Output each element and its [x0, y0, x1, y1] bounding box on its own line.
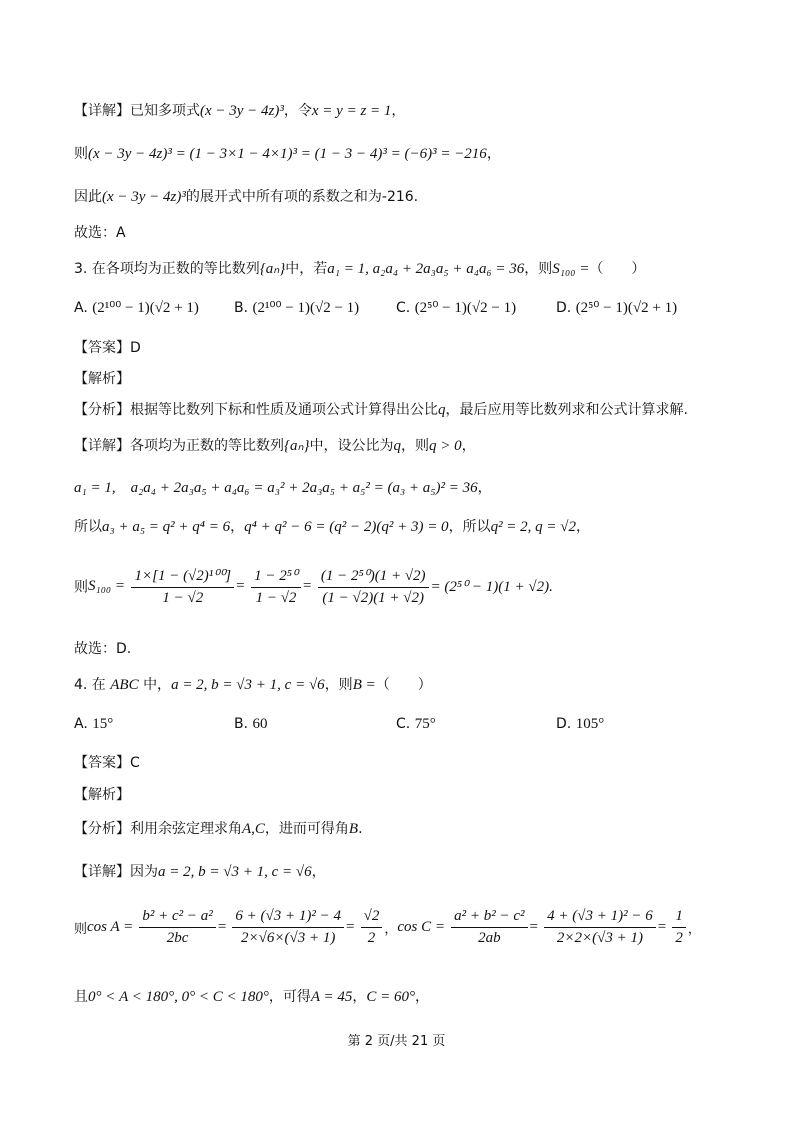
q3-sum-formula: 则S₁₀₀ = $\frac{\text{1×[1 − (√2)¹⁰⁰]}}{1 - √2}$ = $\frac{\text{1 − 2⁵⁰}}{1 - √2}$ = $\frac{\text{(1 − 2⁵⁰)(1 + √2)}}{(1 - √2)(1 + √2)}$ = (2⁵⁰ − 1)(1 + √2).: [74, 568, 553, 606]
q4-last-line: 且0° < A < 180°, 0° < C < 180°，可得A = 45，C = 60°，: [74, 989, 430, 1005]
q3-answer: 【答案】D: [74, 340, 141, 356]
fraction: $\frac{\text{4 + (√3 + 1)² − 6}}{2\times 2\times(√3 + 1)}$: [544, 908, 656, 947]
q3-fenxi: 【分析】根据等比数列下标和性质及通项公式计算得出公比q，最后应用等比数列求和公式计算求解.: [74, 402, 688, 418]
q4-option-d: D. 105°: [556, 716, 605, 732]
fraction: $\frac{\text{b² + c² − a²}}{2bc}$: [139, 908, 215, 947]
fraction: $\frac{\text{6 + (√3 + 1)² − 4}}{2\times√6\times(√3 + 1)}$: [232, 908, 344, 947]
fraction: $\frac{\text{a² + b² − c²}}{2ab}$: [451, 908, 527, 947]
q3-option-b: B. (2¹⁰⁰ − 1)(√2 − 1): [234, 300, 360, 316]
q4-option-c: C. 75°: [396, 716, 436, 732]
q3-option-a: A. (2¹⁰⁰ − 1)(√2 + 1): [74, 300, 199, 316]
q3-option-c: C. (2⁵⁰ − 1)(√2 − 1): [396, 300, 517, 316]
q4-option-a: A. 15°: [74, 716, 114, 732]
fraction: $\frac{√2}{2}$: [361, 908, 383, 947]
fraction: $\frac{\text{1 − 2⁵⁰}}{1 - √2}$: [251, 566, 301, 607]
fraction: $\frac{\text{(1 − 2⁵⁰)(1 + √2)}}{(1 - √2)(1 + √2)}$: [318, 566, 429, 607]
detail-line-1: 【详解】已知多项式(x − 3y − 4z)³，令x = y = z = 1，: [74, 103, 406, 119]
page-footer: 第 2 页/共 21 页: [347, 1034, 446, 1049]
question-3: 3. 在各项均为正数的等比数列{aₙ}中，若a₁ = 1, a₂a₄ + 2a₃a₅ + a₄a₆ = 36，则S₁₀₀ =（ ）: [74, 261, 646, 277]
q3-option-d: D. (2⁵⁰ − 1)(√2 + 1): [556, 300, 678, 316]
detail-tag: 【详解】: [74, 103, 130, 119]
choose-line-q2: 故选：A: [74, 225, 126, 241]
q3-detail: 【详解】各项均为正数的等比数列{aₙ}中，设公比为q，则q > 0，: [74, 438, 476, 454]
q4-fenxi: 【分析】利用余弦定理求角A,C，进而可得角B.: [74, 821, 363, 837]
q3-analysis-tag: 【解析】: [74, 371, 130, 387]
q4-cos-formula: 则cos A = $\frac{\text{b² + c² − a²}}{2bc}$ = $\frac{\text{6 + (√3 + 1)² − 4}}{2\times√6\times(√3 + 1)}$ = $\frac{√2}{2}$ ，cos C = $\frac{\text{a² + b² − c²}}{2ab}$ = $\frac{\text{4 + (√3 + 1)² − 6}}{2\times 2\times(√3 + 1)}$ = $\frac{1}{2}$ ，: [74, 908, 701, 946]
question-4: 4. 在 ABC 中，a = 2, b = √3 + 1, c = √6，则B =（ ）: [74, 677, 432, 693]
fraction: $\frac{1}{2}$: [672, 908, 686, 947]
q4-option-b: B. 60: [234, 716, 268, 732]
detail-line-2: 则(x − 3y − 4z)³ = (1 − 3×1 − 4×1)³ = (1 − 3 − 4)³ = (−6)³ = −216，: [74, 146, 501, 162]
q4-detail: 【详解】因为a = 2, b = √3 + 1, c = √6，: [74, 864, 326, 880]
q4-analysis-tag: 【解析】: [74, 787, 130, 803]
q4-answer: 【答案】C: [74, 755, 140, 771]
q3-eq2: 所以a₃ + a₅ = q² + q⁴ = 6，q⁴ + q² − 6 = (q² − 2)(q² + 3) = 0，所以q² = 2, q = √2，: [74, 519, 591, 535]
fraction: $\frac{\text{1×[1 − (√2)¹⁰⁰]}}{1 - √2}$: [131, 566, 234, 607]
q3-eq1: a₁ = 1, a₂a₄ + 2a₃a₅ + a₄a₆ = a₃² + 2a₃a₅ + a₅² = (a₃ + a₅)² = 36，: [74, 480, 492, 496]
q3-choose: 故选：D.: [74, 641, 132, 657]
detail-line-3: 因此(x − 3y − 4z)³的展开式中所有项的系数之和为-216.: [74, 189, 419, 205]
